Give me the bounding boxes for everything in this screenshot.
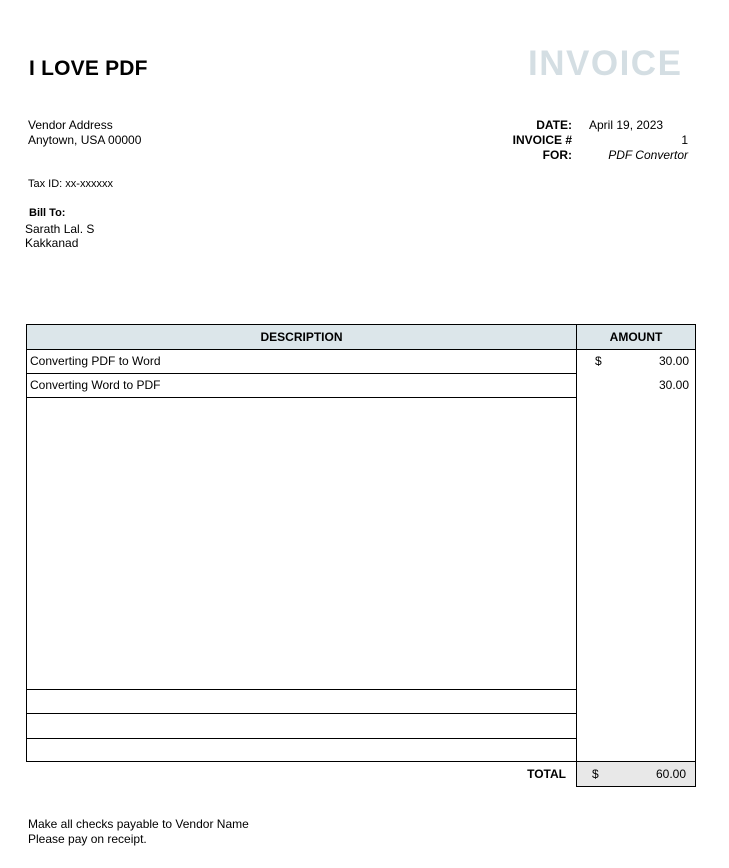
invoice-number-label: INVOICE # (512, 133, 572, 147)
description-column (26, 349, 577, 762)
row-divider (26, 713, 577, 714)
row-divider (26, 373, 577, 374)
vendor-address (28, 118, 141, 148)
payment-note (28, 817, 249, 847)
total-label: TOTAL (527, 767, 566, 781)
invoice-meta-labels (470, 118, 572, 163)
description-header: DESCRIPTION (26, 324, 577, 350)
bill-to-name: Sarath Lal. S (25, 222, 95, 236)
line-item-amount: 30.00 (658, 354, 689, 368)
vendor-address-line2: Anytown, USA 00000 (28, 133, 142, 147)
bill-to-details (25, 222, 94, 250)
line-item-currency: $ (595, 354, 602, 368)
invoice-title: INVOICE (528, 44, 683, 83)
total-value: 60.00 (655, 767, 686, 781)
row-divider (26, 738, 577, 739)
date-label: DATE: (536, 118, 572, 132)
for-value: PDF Convertor (608, 148, 688, 162)
vendor-address-line1: Vendor Address (28, 118, 113, 132)
for-label: FOR: (542, 148, 572, 162)
payment-note-line1: Make all checks payable to Vendor Name (28, 817, 249, 831)
invoice-meta-values (584, 118, 688, 163)
row-divider (26, 689, 577, 690)
line-item-amount: 30.00 (658, 378, 689, 392)
payment-note-line2: Please pay on receipt. (28, 832, 147, 846)
bill-to-label: Bill To: (29, 207, 66, 219)
tax-id: Tax ID: xx-xxxxxx (28, 178, 113, 190)
company-name: I LOVE PDF (29, 57, 148, 80)
line-item-description: Converting Word to PDF (30, 378, 161, 392)
amount-column (576, 349, 696, 762)
bill-to-address: Kakkanad (25, 236, 79, 250)
row-divider (26, 397, 577, 398)
line-item-description: Converting PDF to Word (30, 354, 161, 368)
invoice-number-value: 1 (681, 133, 688, 147)
date-value: April 19, 2023 (589, 118, 664, 132)
total-currency: $ (592, 767, 599, 781)
amount-header: AMOUNT (576, 324, 696, 350)
